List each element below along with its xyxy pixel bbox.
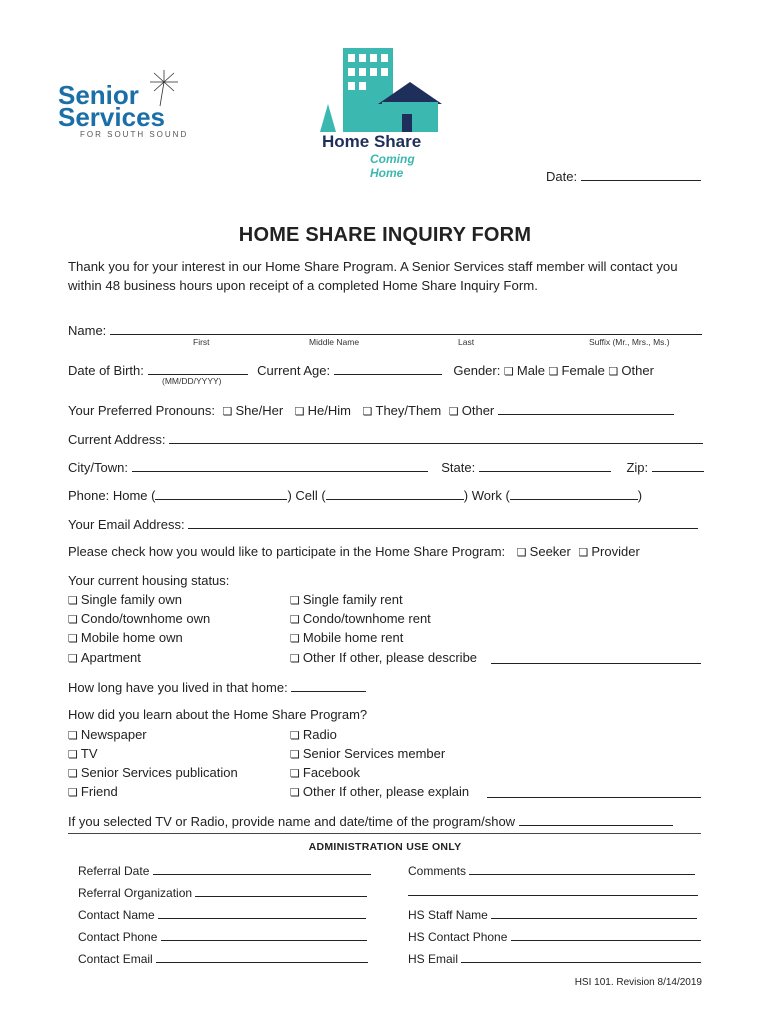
admin-contact-email-row [78, 950, 368, 966]
housing-single-own-checkbox[interactable]: ❏ Single family own [68, 592, 182, 607]
learn-radio-checkbox[interactable]: ❏ Radio [290, 727, 337, 742]
housing-other-checkbox[interactable]: ❏ Other If other, please describe [290, 650, 477, 665]
tv-radio-field[interactable] [519, 813, 673, 826]
learn-other-field[interactable] [487, 797, 701, 798]
dandelion-icon [146, 68, 182, 108]
housing-apartment-checkbox[interactable]: ❏ Apartment [68, 650, 141, 665]
logo-line-1: Senior [58, 80, 139, 110]
admin-referral-date-row [78, 862, 371, 878]
pronoun-other-checkbox[interactable]: ❏ Other [449, 403, 494, 418]
senior-services-logo [58, 72, 208, 142]
tv-radio-row [68, 813, 673, 829]
referral-date-field[interactable] [153, 862, 371, 875]
dob-row [68, 362, 654, 378]
city-field[interactable] [132, 459, 428, 472]
cell-phone-close: ) [463, 488, 469, 503]
learn-facebook-checkbox[interactable]: ❏ Facebook [290, 765, 360, 780]
address-row [68, 431, 703, 447]
pronouns-row [68, 402, 674, 418]
work-phone-field[interactable] [510, 487, 638, 500]
how-long-field[interactable] [291, 679, 366, 692]
comments-label: Comments [408, 864, 467, 878]
email-label: Your Email Address: [68, 517, 185, 532]
work-phone-label: Work ( [471, 488, 510, 503]
age-label: Current Age: [257, 363, 331, 378]
city-row [68, 459, 704, 475]
intro-text: Thank you for your interest in our Home Share Program. A Senior Services staff member will contact you within 48 business hours upon receipt of a completed Home Share Inquiry Form. [68, 259, 678, 293]
provider-checkbox[interactable]: ❏ Provider [579, 544, 640, 559]
state-label: State: [441, 460, 476, 475]
home-share-logo [318, 46, 448, 180]
contact-email-label: Contact Email [78, 952, 153, 966]
how-long-label: How long have you lived in that home: [68, 680, 288, 695]
gender-female-checkbox[interactable]: ❏ Female [549, 363, 605, 378]
dob-label: Date of Birth: [68, 363, 144, 378]
form-title: HOME SHARE INQUIRY FORM [238, 224, 532, 246]
comments-field-2[interactable] [408, 895, 698, 896]
email-field[interactable] [188, 516, 698, 529]
home-share-title: Home Share [322, 132, 422, 151]
contact-email-field[interactable] [156, 950, 368, 963]
learn-publication-checkbox[interactable]: ❏ Senior Services publication [68, 765, 238, 780]
email-row [68, 516, 698, 532]
housing-other-field[interactable] [491, 663, 701, 664]
admin-staff-name-row [408, 906, 697, 922]
logo-line-2: Services [58, 102, 165, 132]
hs-phone-label: HS Contact Phone [408, 930, 508, 944]
contact-phone-field[interactable] [161, 928, 367, 941]
learn-newspaper-checkbox[interactable]: ❏ Newspaper [68, 727, 147, 742]
pronouns-label: Your Preferred Pronouns: [68, 403, 215, 418]
learn-member-checkbox[interactable]: ❏ Senior Services member [290, 746, 445, 761]
first-hint: First [193, 337, 210, 347]
how-long-row [68, 679, 366, 695]
gender-male-checkbox[interactable]: ❏ Male [504, 363, 545, 378]
date-label: Date: [546, 169, 578, 184]
admin-contact-phone-row [78, 928, 367, 944]
pronoun-other-field[interactable] [498, 402, 674, 415]
comments-field[interactable] [469, 862, 695, 875]
housing-single-rent-checkbox[interactable]: ❏ Single family rent [290, 592, 403, 607]
referral-org-label: Referral Organization [78, 886, 193, 900]
last-hint: Last [458, 337, 475, 347]
date-field[interactable] [581, 168, 701, 181]
admin-referral-org-row [78, 884, 367, 900]
contact-phone-label: Contact Phone [78, 930, 158, 944]
cell-phone-label: Cell ( [295, 488, 326, 503]
contact-name-label: Contact Name [78, 908, 155, 922]
admin-comments-row [408, 862, 695, 878]
tv-radio-label: If you selected TV or Radio, provide name and date/time of the program/show [68, 814, 516, 829]
home-phone-close: ) [287, 488, 292, 503]
state-field[interactable] [479, 459, 611, 472]
learn-tv-checkbox[interactable]: ❏ TV [68, 746, 98, 761]
address-field[interactable] [169, 431, 703, 444]
name-row [68, 322, 702, 338]
footer-revision: HSI 101. Revision 8/14/2019 [574, 977, 702, 988]
admin-hs-email-row [408, 950, 701, 966]
buildings-icon [318, 46, 448, 134]
staff-name-field[interactable] [491, 906, 697, 919]
referral-date-label: Referral Date [78, 864, 150, 878]
pronoun-he-checkbox[interactable]: ❏ He/Him [295, 403, 351, 418]
dob-hint: (MM/DD/YYYY) [162, 376, 222, 386]
work-phone-close: ) [637, 488, 643, 503]
home-phone-label: Home ( [112, 488, 156, 503]
seeker-checkbox[interactable]: ❏ Seeker [517, 544, 571, 559]
hs-email-label: HS Email [408, 952, 459, 966]
suffix-hint: Suffix (Mr., Mrs., Ms.) [589, 337, 670, 347]
housing-mobile-own-checkbox[interactable]: ❏ Mobile home own [68, 630, 183, 645]
contact-name-field[interactable] [158, 906, 366, 919]
home-share-tagline: Coming Home [370, 152, 415, 180]
pronoun-she-checkbox[interactable]: ❏ She/Her [223, 403, 284, 418]
address-label: Current Address: [68, 432, 166, 447]
housing-condo-rent-checkbox[interactable]: ❏ Condo/townhome rent [290, 611, 431, 626]
phone-row [68, 487, 642, 503]
city-label: City/Town: [68, 460, 128, 475]
zip-label: Zip: [626, 460, 649, 475]
logo-line-3: FOR SOUTH SOUND [80, 130, 189, 139]
home-phone-field[interactable] [155, 487, 287, 500]
zip-field[interactable] [652, 459, 704, 472]
learn-friend-checkbox[interactable]: ❏ Friend [68, 784, 118, 799]
admin-divider [68, 833, 701, 834]
admin-heading: ADMINISTRATION USE ONLY [308, 841, 462, 853]
age-field[interactable] [334, 362, 442, 375]
date-row [546, 168, 701, 184]
housing-condo-own-checkbox[interactable]: ❏ Condo/townhome own [68, 611, 210, 626]
gender-other-checkbox[interactable]: ❏ Other [609, 363, 654, 378]
hs-phone-field[interactable] [511, 928, 701, 941]
phone-label: Phone: [68, 488, 110, 503]
housing-mobile-rent-checkbox[interactable]: ❏ Mobile home rent [290, 630, 403, 645]
name-field[interactable] [110, 322, 702, 335]
staff-name-label: HS Staff Name [408, 908, 488, 922]
middle-hint: Middle Name [309, 337, 360, 347]
learn-other-checkbox[interactable]: ❏ Other If other, please explain [290, 784, 469, 799]
housing-label: Your current housing status: [68, 573, 230, 588]
name-label: Name: [68, 323, 107, 338]
hs-email-field[interactable] [461, 950, 701, 963]
learn-label: How did you learn about the Home Share Program? [68, 707, 368, 722]
dob-field[interactable] [148, 362, 248, 375]
participate-label: Please check how you would like to participate in the Home Share Program: [68, 544, 506, 559]
admin-hs-phone-row [408, 928, 701, 944]
cell-phone-field[interactable] [326, 487, 464, 500]
gender-label: Gender: [453, 363, 501, 378]
referral-org-field[interactable] [195, 884, 367, 897]
participate-row [68, 544, 640, 559]
admin-contact-name-row [78, 906, 366, 922]
pronoun-they-checkbox[interactable]: ❏ They/Them [363, 403, 442, 418]
